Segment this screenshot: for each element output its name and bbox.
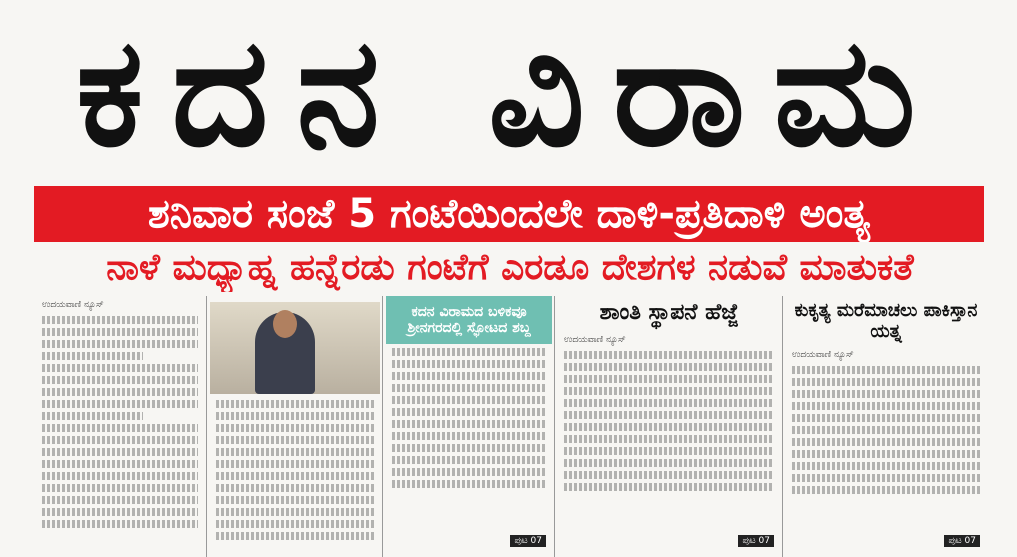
news-photo: [210, 302, 380, 394]
body-text-line: [564, 351, 774, 359]
person-figure: [255, 312, 315, 394]
lead-headline-band: ಶನಿವಾರ ಸಂಜೆ 5 ಗಂಟೆಯಿಂದಲೇ ದಾಳಿ-ಪ್ರತಿದಾಳಿ ಅಂತ್ಯ: [34, 186, 984, 242]
body-text-line: [42, 376, 198, 384]
column-2: [210, 296, 380, 557]
body-text-line: [216, 472, 374, 480]
body-text-line: [792, 426, 980, 434]
body-text-line: [216, 424, 374, 432]
body-text-line: [792, 486, 980, 494]
body-text-line: [392, 384, 546, 392]
body-text-line: [42, 436, 198, 444]
body-text-line: [216, 508, 374, 516]
body-text-line: [42, 448, 198, 456]
body-text-line: [564, 471, 774, 479]
body-text-line: [42, 328, 198, 336]
body-text-line: [42, 316, 198, 324]
body-text-line: [792, 474, 980, 482]
body-text-line: [216, 496, 374, 504]
body-text-line: [42, 352, 143, 360]
body-text-line: [792, 402, 980, 410]
body-text-line: [564, 387, 774, 395]
body-text-line: [216, 520, 374, 528]
body-text-line: [216, 484, 374, 492]
body-text-line: [42, 388, 198, 396]
body-text-line: [392, 480, 546, 488]
body-text-line: [392, 372, 546, 380]
body-text-line: [564, 483, 774, 491]
body-text-line: [216, 412, 374, 420]
body-text-line: [792, 438, 980, 446]
body-text-line: [792, 462, 980, 470]
body-text-line: [42, 472, 198, 480]
body-text-line: [392, 468, 546, 476]
body-text-line: [42, 484, 198, 492]
body-text-line: [42, 400, 198, 408]
body-text-line: [42, 496, 198, 504]
body-text-line: [392, 348, 546, 356]
column-5: [786, 296, 986, 557]
body-text-line: [42, 520, 198, 528]
sub-headline: ನಾಳೆ ಮಧ್ಯಾಹ್ನ ಹನ್ನೆರಡು ಗಂಟೆಗೆ ಎರಡೂ ದೇಶಗಳ ನಡುವೆ ಮಾತುಕತೆ: [106, 247, 914, 288]
body-text-line: [564, 423, 774, 431]
body-text-line: [42, 508, 198, 516]
story-headline: ಕುಕೃತ್ಯ ಮರೆಮಾಚಲು ಪಾಕಿಸ್ತಾನ ಯತ್ನ: [794, 300, 978, 342]
story-headline: ಶಾಂತಿ ಸ್ಥಾಪನೆ ಹೆಜ್ಜೆ: [599, 300, 739, 325]
body-text-line: [216, 400, 374, 408]
body-text-line: [564, 375, 774, 383]
body-text-line: [792, 378, 980, 386]
body-text-line: [42, 364, 198, 372]
body-text-line: [216, 436, 374, 444]
body-text-line: [392, 360, 546, 368]
page-reference: ಪುಟ 07: [510, 535, 546, 547]
byline: ಉದಯವಾಣಿ ನ್ಯೂಸ್: [564, 335, 626, 345]
body-text-line: [564, 363, 774, 371]
body-text-line: [392, 408, 546, 416]
story-headline: ಕದನ ವಿರಾಮದ ಬಳಿಕವೂ ಶ್ರೀನಗರದಲ್ಲಿ ಸ್ಫೋಟದ ಶಬ್ದ: [386, 296, 552, 344]
byline: ಉದಯವಾಣಿ ನ್ಯೂಸ್: [792, 350, 854, 360]
column-divider: [206, 296, 207, 557]
body-text-line: [792, 390, 980, 398]
body-text-line: [564, 399, 774, 407]
body-text-line: [564, 435, 774, 443]
body-text-line: [216, 460, 374, 468]
page-reference: ಪುಟ 07: [738, 535, 774, 547]
body-text-line: [42, 424, 198, 432]
body-text-line: [564, 459, 774, 467]
body-text-line: [392, 432, 546, 440]
body-text-line: [392, 420, 546, 428]
body-text-line: [216, 532, 374, 540]
body-text-line: [392, 396, 546, 404]
column-3: [386, 296, 552, 557]
column-divider: [782, 296, 783, 557]
page-reference: ಪುಟ 07: [944, 535, 980, 547]
byline: ಉದಯವಾಣಿ ನ್ಯೂಸ್: [42, 300, 104, 310]
column-divider: [554, 296, 555, 557]
body-text-line: [564, 447, 774, 455]
body-text-line: [792, 450, 980, 458]
masthead-headline: ಕದನ ವಿರಾಮ: [76, 6, 944, 180]
column-divider: [382, 296, 383, 557]
body-text-line: [42, 412, 143, 420]
column-1: [36, 296, 204, 557]
body-text-line: [792, 366, 980, 374]
body-text-line: [392, 456, 546, 464]
body-text-line: [42, 460, 198, 468]
column-4: [558, 296, 780, 557]
body-text-line: [564, 411, 774, 419]
body-text-line: [216, 448, 374, 456]
body-text-line: [392, 444, 546, 452]
body-text-line: [42, 340, 198, 348]
body-text-line: [792, 414, 980, 422]
